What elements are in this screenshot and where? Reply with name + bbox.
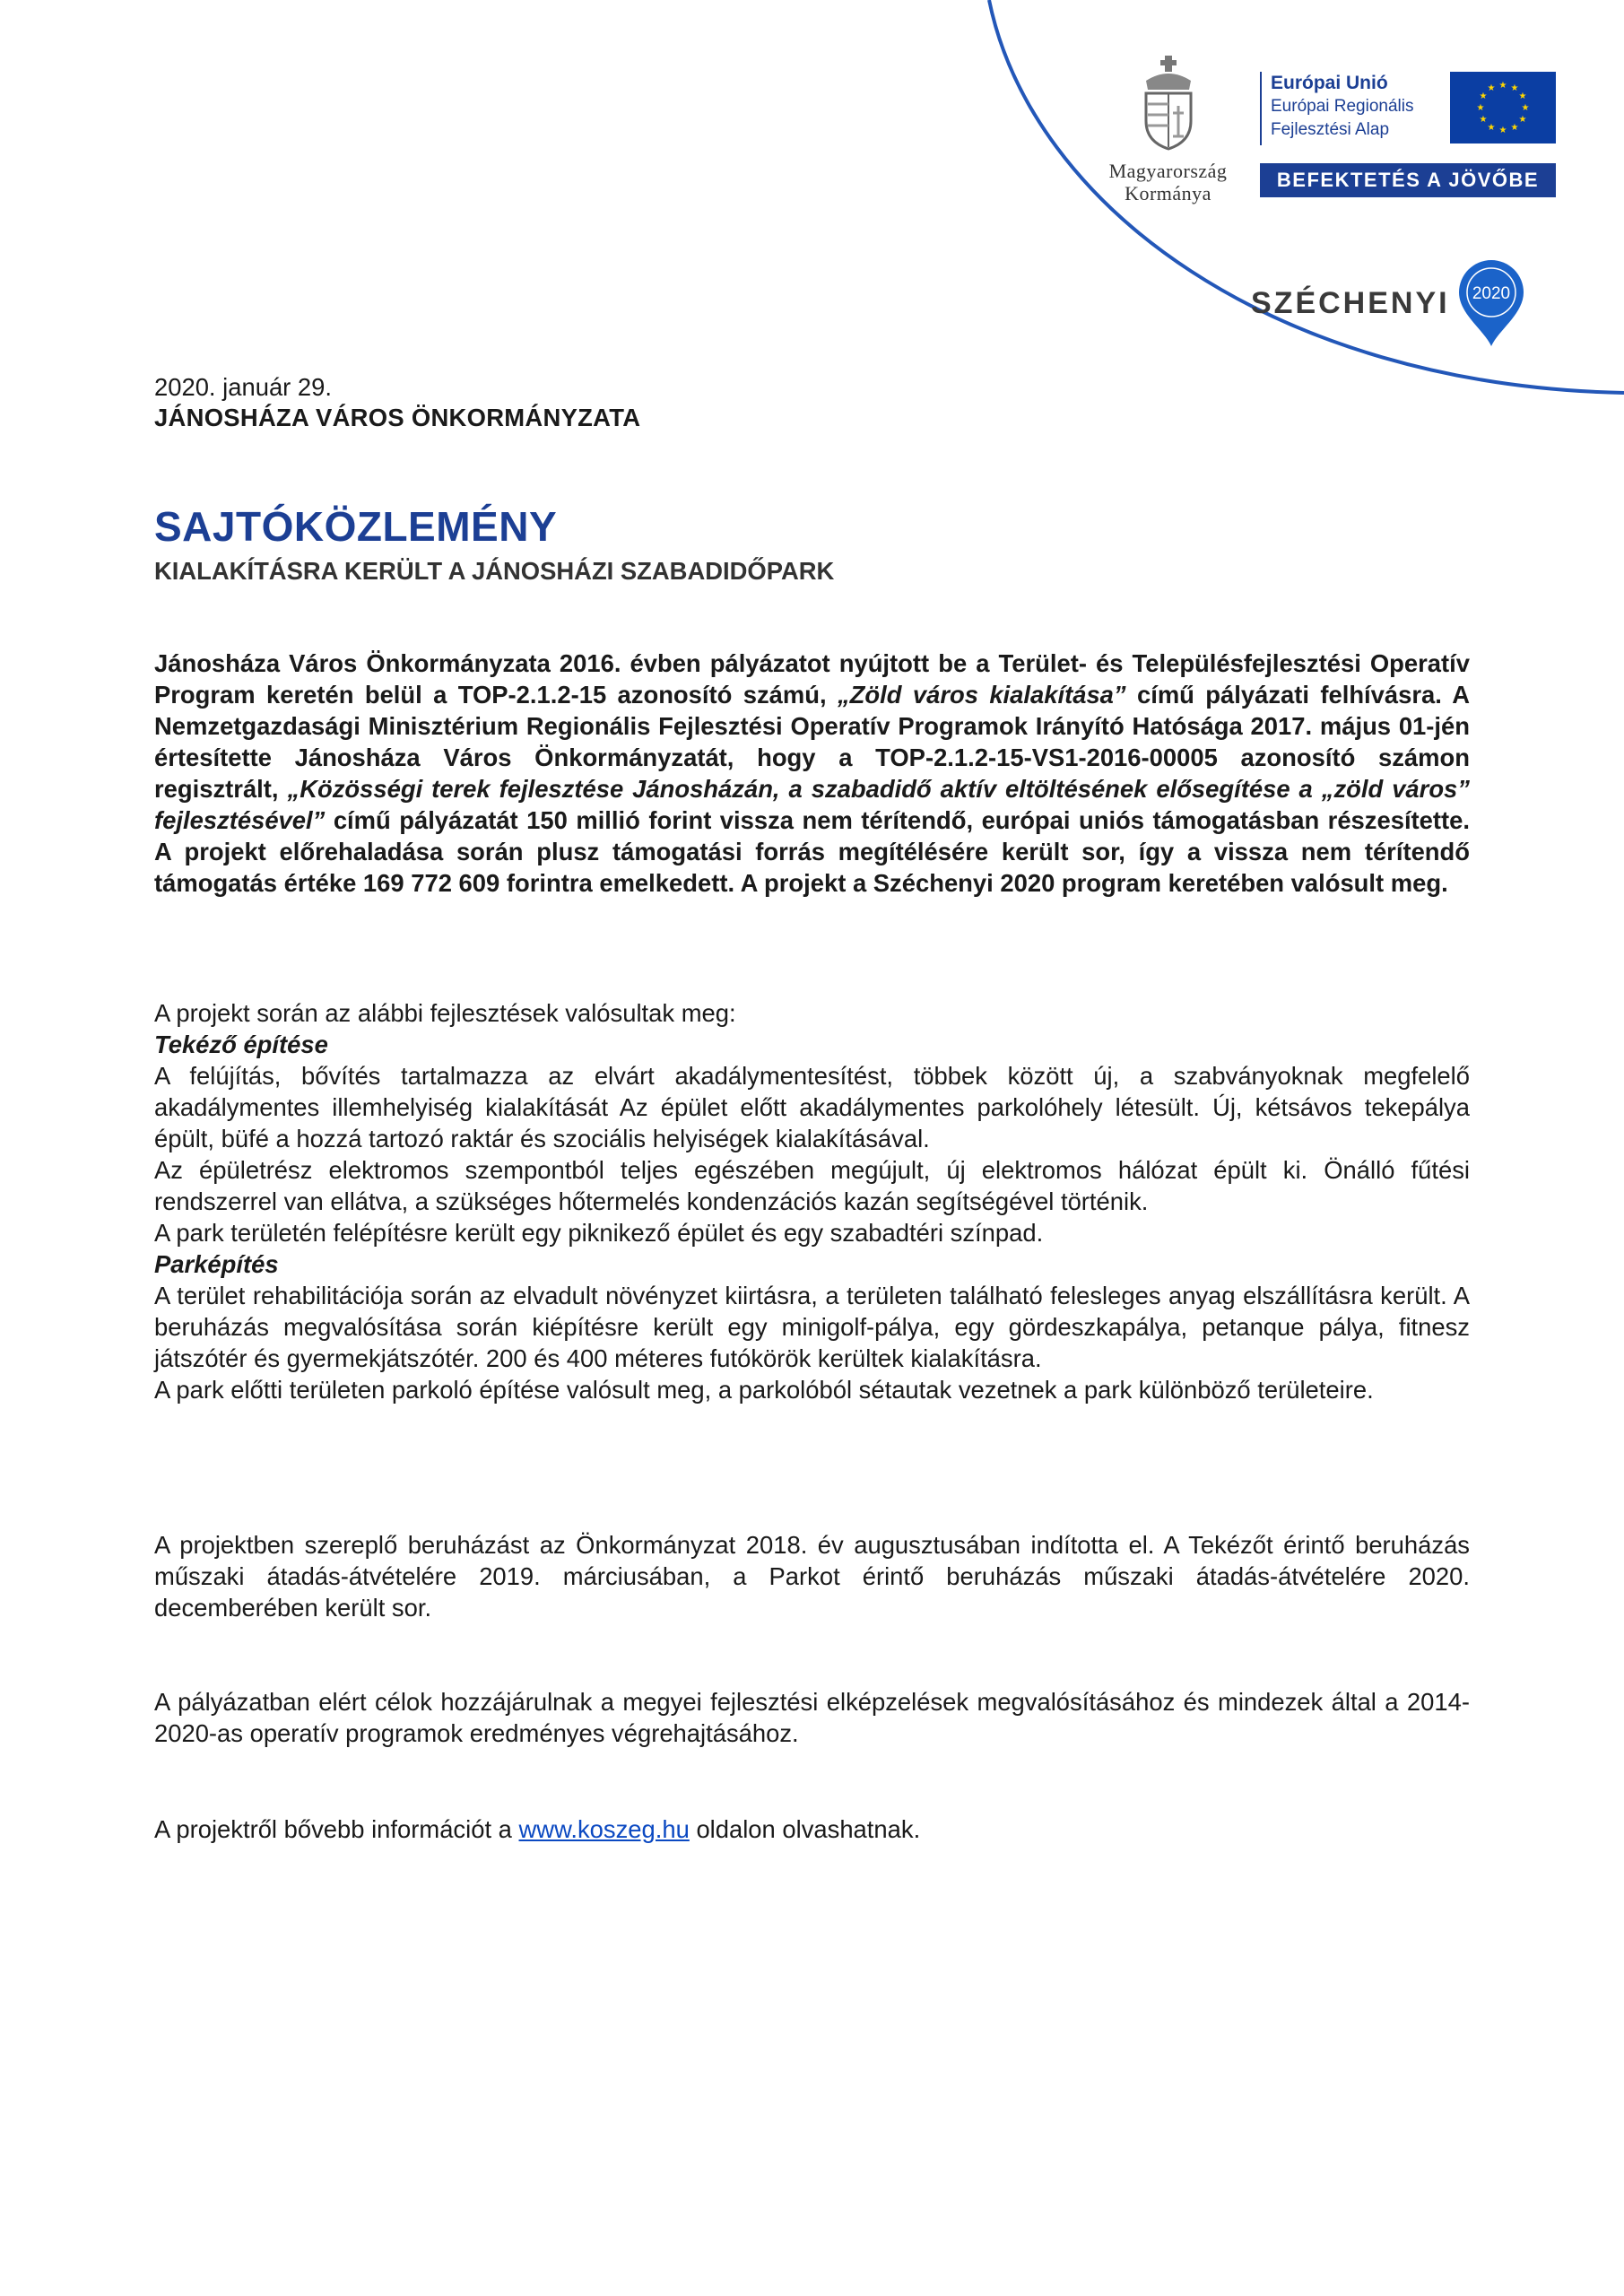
svg-text:★: ★	[1518, 115, 1527, 125]
svg-text:★: ★	[1498, 81, 1507, 91]
svg-text:★: ★	[1476, 103, 1485, 113]
eu-fund-text	[1260, 72, 1441, 145]
szechenyi-2020-logo	[1251, 258, 1525, 348]
header-arc-decoration	[0, 0, 1624, 413]
park-paragraph-1: A terület rehabilitációja során az elvadult növényzet kiirtásra, a területen található felesleges anyag elszállításra került. A beruházás megvalósítása során kiépítésre került egy minigolf-pálya, egy gördeszkapálya, petanque pálya, fitnesz játszótér és gyermekjátszótér. 200 és 400 méteres futókörök kerültek kialakításra.	[154, 1282, 1470, 1372]
bowling-paragraph-2: Az épületrész elektromos szempontból teljes egészében megújult, új elektromos hálózat épült ki. Önálló fűtési rendszerrel van ellátva, a szükséges hőtermelés kondenzációs kazán segítségével történik.	[154, 1156, 1470, 1215]
svg-text:★: ★	[1510, 123, 1519, 133]
svg-text:★: ★	[1479, 115, 1488, 125]
schedule-paragraph: A projektben szereplő beruházást az Önkormányzat 2018. év augusztusában indította el. A Tekézőt érintő beruházás műszaki átadás-átvételére 2019. márciusában, a Parkot érintő beruházás műszaki átadás-átvételére 2020. decemberében került sor.	[154, 1531, 1470, 1622]
document-date: 2020. január 29.	[154, 373, 332, 401]
svg-text:★: ★	[1498, 126, 1507, 135]
eu-name: Európai Unió	[1271, 73, 1388, 93]
more-info-text-after: oldalon olvashatnak.	[689, 1815, 921, 1843]
more-info-text-before: A projektről bővebb információt a	[154, 1815, 519, 1843]
svg-text:★: ★	[1518, 91, 1527, 101]
eu-flag-icon	[1450, 72, 1556, 144]
government-name-line1: Magyarország	[1108, 160, 1228, 182]
szechenyi-year: 2020	[1472, 284, 1510, 303]
lead-text-1: Jánosháza Város Önkormányzata 2016. évben pályázatot nyújtott be a Terület- és Településfejlesztési Operatív Program keretén belül a TOP-2.1.2-15 azonosító számú,	[154, 649, 1470, 709]
bowling-paragraph-1: A felújítás, bővítés tartalmazza az elvárt akadálymentesítést, többek között új, a szabványoknak megfelelő akadálymentes illemhelyiség kialakítását Az épület előtt akadálymentes parkolóhely létesült. Új, kétsávos tekepálya épült, büfé a hozzá tartozó raktár és szociális helyiségek kialakításával.	[154, 1062, 1470, 1152]
svg-text:★: ★	[1479, 91, 1488, 101]
section-heading-park: Parképítés	[154, 1250, 279, 1278]
website-link[interactable]: www.koszeg.hu	[518, 1815, 690, 1843]
szechenyi-word: SZÉCHENYI	[1251, 285, 1450, 320]
eu-fund-line2: Fejlesztési Alap	[1271, 120, 1390, 139]
lead-text-3: című pályázatát 150 millió forint vissza nem térítendő, európai uniós támogatásban részesítette. A projekt előrehaladása során plusz támogatási forrás megítélésére került sor, így a vissza nem térítendő támogatás értéke 169 772 609 forintra emelkedett. A projekt a Széchenyi 2020 program keretében valósult meg.	[154, 806, 1470, 897]
developments-intro: A projekt során az alábbi fejlesztések valósultak meg:	[154, 999, 736, 1027]
svg-text:★: ★	[1521, 103, 1530, 113]
location-pin-icon	[1457, 258, 1525, 348]
invest-in-future-banner: BEFEKTETÉS A JÖVŐBE	[1260, 163, 1556, 197]
lead-text-2: című pályázati felhívásra. A Nemzetgazdasági Minisztérium Regionális Fejlesztési Operatív Programok Irányító Hatósága 2017. május 01-jén értesítette Jánosháza Város Önkormányzatát, hogy a TOP-2.1.2-15-VS1-2016-00005 azonosító számon regisztrált,	[154, 681, 1471, 803]
park-paragraph-2: A park előtti területen parkoló építése valósult meg, a parkolóból sétautak vezetnek a park különböző területeire.	[154, 1376, 1374, 1404]
svg-text:★: ★	[1487, 123, 1496, 133]
eu-fund-line1: Európai Regionális	[1271, 97, 1414, 116]
hungarian-government-logo	[1085, 54, 1251, 204]
developments-section	[154, 997, 1470, 1405]
svg-text:★: ★	[1510, 83, 1519, 93]
lead-paragraph	[154, 648, 1470, 899]
government-name-line2: Kormánya	[1125, 182, 1211, 204]
government-name	[1085, 160, 1251, 204]
svg-text:★: ★	[1487, 83, 1496, 93]
goals-paragraph: A pályázatban elért célok hozzájárulnak a megyei fejlesztési elképzelések megvalósításához és mindezek által a 2014-2020-as operatív programok eredményes végrehajtásához.	[154, 1688, 1470, 1747]
more-info-paragraph	[154, 1813, 1470, 1845]
lead-call-title: „Zöld város kialakítása”	[837, 681, 1126, 709]
page-title: SAJTÓKÖZLEMÉNY	[154, 503, 558, 550]
lead-project-title: „Közösségi terek fejlesztése Jánosházán, a szabadidő aktív eltöltésének elősegítése a „zöld város” fejlesztésével”	[154, 775, 1470, 834]
eu-fund-logo	[1260, 72, 1556, 197]
section-heading-bowling: Tekéző építése	[154, 1031, 328, 1058]
page-subtitle: KIALAKÍTÁSRA KERÜLT A JÁNOSHÁZI SZABADIDŐPARK	[154, 557, 835, 585]
organization-name: JÁNOSHÁZA VÁROS ÖNKORMÁNYZATA	[154, 404, 641, 431]
bowling-paragraph-3: A park területén felépítésre került egy piknikező épület és egy szabadtéri színpad.	[154, 1219, 1044, 1247]
coat-of-arms-icon	[1137, 54, 1200, 152]
